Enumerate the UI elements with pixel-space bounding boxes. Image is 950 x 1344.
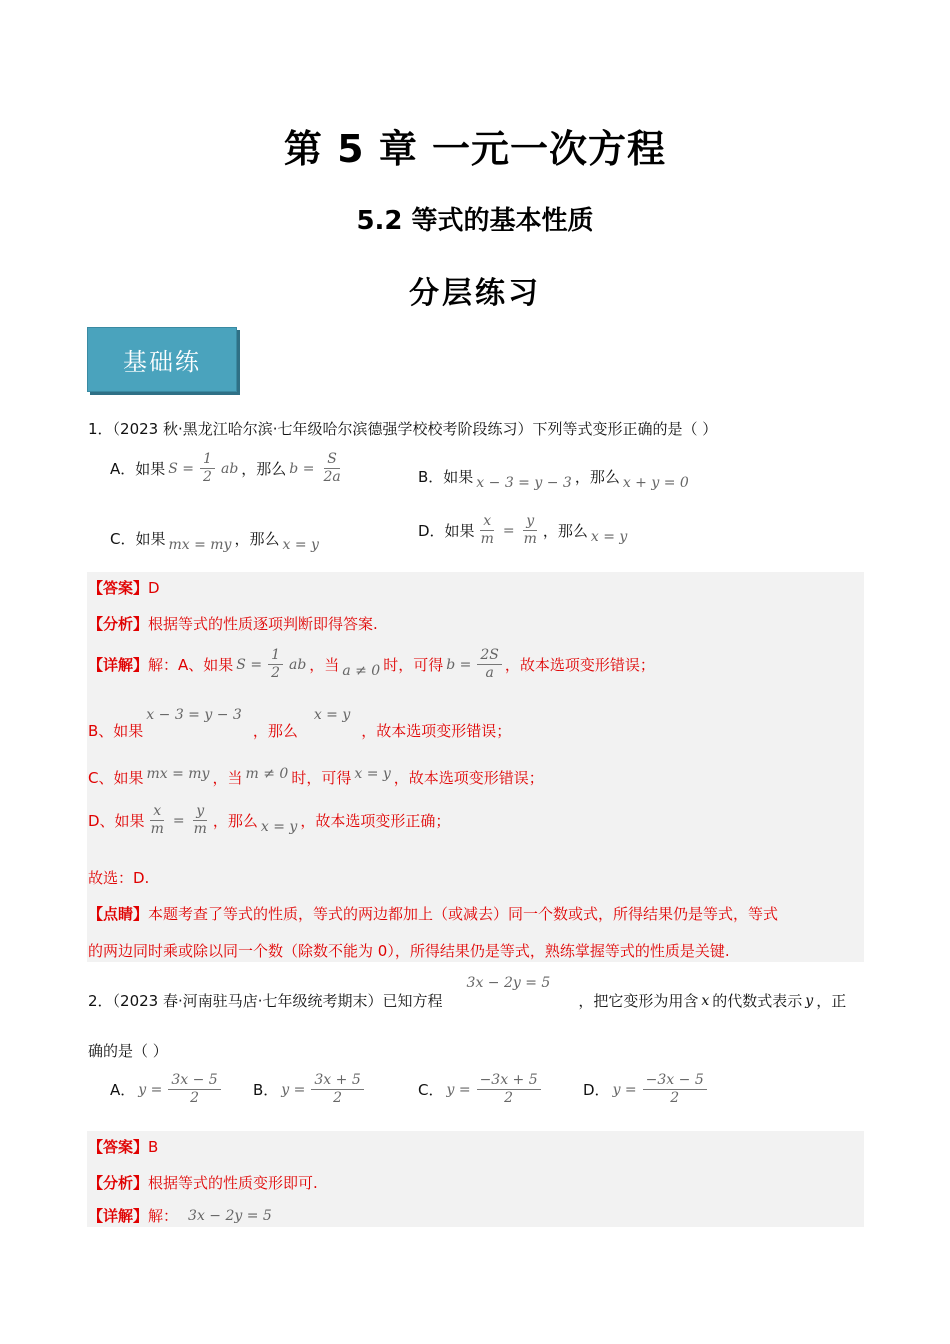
q1-answer: 【答案】 D	[88, 578, 160, 597]
q2-option-c: C． y = $\frac{-3x + 5}{2}$	[418, 1073, 544, 1107]
q1-d-eq: =	[502, 522, 515, 539]
q1-a-mid: ，那么	[241, 460, 287, 479]
q1-a-math2: b =	[289, 460, 315, 477]
q1-b-mid: ，那么	[574, 468, 620, 486]
q1-detail-d: D、如果 $\frac{x}{m}$ = $\frac{y}{m}$ ，那么 x = y ，故本选项变形正确；	[88, 803, 451, 838]
chapter-title: 第 5 章 一元一次方程	[283, 127, 667, 171]
q1-b-label: B．如果	[418, 468, 474, 486]
q2-stem-line2: 确的是（ ）	[88, 1042, 168, 1060]
q1-detail-c: C、如果 mx = my ，当 m ≠ 0 时，可得 x = y ，故本选项变形错误；	[88, 765, 544, 787]
q1-detail-a: 【详解】 解：A、如果 S = $\frac{1}{2}$ ab ，当 a ≠ 0 时，可得 b = $\frac{2S}{a}$ ，故本选项变形错误；	[88, 647, 655, 682]
q1-option-b	[418, 466, 692, 491]
q1-point-line2: 的两边同时乘或除以同一个数（除数不能为 0），所得结果仍是等式，熟练掌握等式的性质是关键.	[88, 942, 730, 960]
q1-c-mid: ，那么	[234, 530, 280, 548]
q1-d-math2: x = y	[590, 528, 628, 545]
q1-detail-b: B、如果 x − 3 = y − 3 ，那么 x = y ，故本选项变形错误；	[88, 706, 512, 740]
q1-point-line1: 【点睛】 本题考查了等式的性质，等式的两边都加上（或减去）同一个数或式，所得结果仍是等式，等式	[88, 905, 779, 923]
q1-choose: 故选：D.	[88, 869, 150, 887]
q1-d-frac1: $\frac{x}{m}$	[480, 513, 494, 548]
q1-d-label: D．如果	[418, 522, 475, 541]
q1-b-math2: x + y = 0	[622, 474, 689, 491]
q1-b-math1: x − 3 = y − 3	[476, 474, 572, 491]
q1-d-mid: ，那么	[542, 522, 588, 541]
q1-d-frac2: $\frac{y}{m}$	[523, 513, 537, 548]
q1-a-math1b: ab	[220, 460, 239, 477]
q2-option-a: A． y = $\frac{3x - 5}{2}$	[110, 1073, 224, 1107]
q1-a-frac1: $\frac{1}{2}$	[200, 452, 215, 486]
q1-option-d	[418, 514, 630, 548]
q1-analysis: 【分析】 根据等式的性质逐项判断即得答案.	[88, 615, 378, 633]
q1-c-label: C．如果	[110, 530, 166, 548]
q1-a-math1: S =	[168, 460, 195, 477]
q1-c-math1: mx = my	[168, 536, 232, 553]
basic-practice-badge: 基础练	[87, 327, 237, 392]
q1-stem: 1．（2023 秋·黑龙江哈尔滨·七年级哈尔滨德强学校校考阶段练习）下列等式变形正确的是（ ）	[88, 420, 718, 438]
q2-stem-line1: 2．（2023 春·河南驻马店·七年级统考期末）已知方程 3x − 2y = 5 ，把它变形为用含 x 的代数式表示 y ，正	[88, 974, 847, 1010]
layer-title: 分层练习	[409, 276, 541, 311]
q1-a-label: A．如果	[110, 460, 166, 479]
q1-c-math2: x = y	[282, 536, 319, 553]
q2-option-d: D． y = $\frac{-3x - 5}{2}$	[583, 1073, 710, 1107]
q1-a-frac2: $\frac{S}{2a}$	[323, 451, 341, 486]
q2-answer: 【答案】 B	[88, 1137, 159, 1156]
q2-detail: 【详解】 解： 3x − 2y = 5	[88, 1207, 272, 1225]
q1-option-c	[110, 528, 322, 553]
section-title: 5.2 等式的基本性质	[356, 206, 594, 236]
q1-option-a	[110, 452, 347, 486]
q2-analysis: 【分析】 根据等式的性质变形即可.	[88, 1174, 318, 1192]
q2-option-b: B． y = $\frac{3x + 5}{2}$	[253, 1073, 367, 1107]
